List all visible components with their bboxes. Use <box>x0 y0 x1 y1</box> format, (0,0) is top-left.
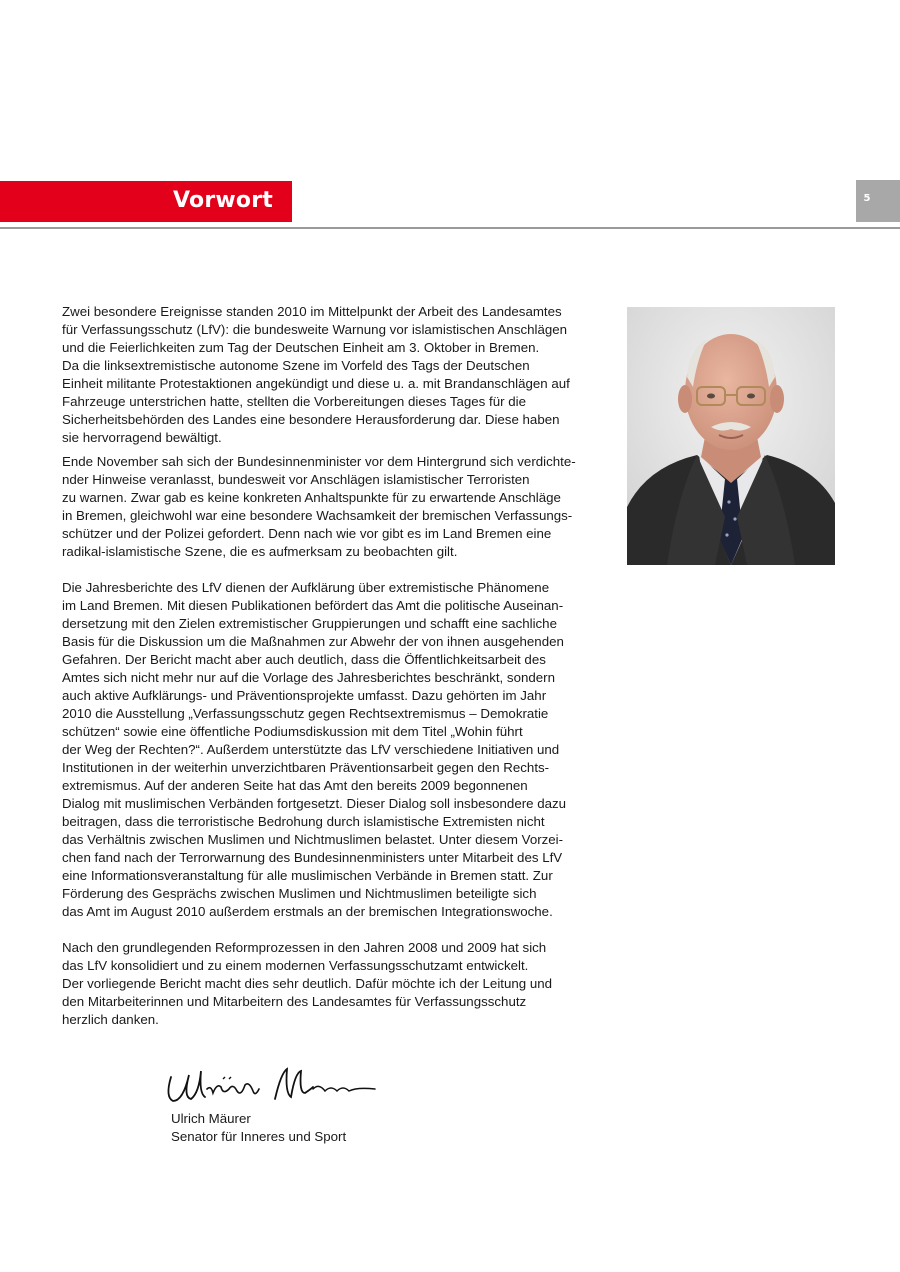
text-line: Nach den grundlegenden Reformprozessen in den Jahren 2008 und 2009 hat sich <box>62 940 547 955</box>
text-line: extremismus. Auf der anderen Seite hat das Amt den bereits 2009 begonnenen <box>62 778 528 793</box>
signatory-name: Ulrich Mäurer <box>171 1111 251 1126</box>
text-line: Institutionen in der weiterhin unverzichtbaren Präventionsarbeit gegen den Rechts- <box>62 760 550 775</box>
section-header-band <box>0 181 292 222</box>
text-line: dersetzung mit den Zielen extremistischer Gruppierungen und schafft eine sachliche <box>62 616 557 631</box>
text-line: Ende November sah sich der Bundesinnenminister vor dem Hintergrund sich verdichte- <box>62 454 576 469</box>
text-line: Die Jahresberichte des LfV dienen der Aufklärung über extremistische Phänomene <box>62 580 550 595</box>
text-line: Dialog mit muslimischen Verbänden fortgesetzt. Dieser Dialog soll insbesondere dazu <box>62 796 567 811</box>
text-line: Gefahren. Der Bericht macht aber auch deutlich, dass die Öffentlichkeitsarbeit des <box>62 652 546 667</box>
author-portrait <box>627 307 835 565</box>
signatory-role: Senator für Inneres und Sport <box>171 1129 347 1144</box>
text-line: Fahrzeuge unterstrichen hatte, stellten die Vorbereitungen dieses Tages für die <box>62 394 526 409</box>
text-line: schützen“ sowie eine öffentliche Podiumsdiskussion mit dem Titel „Wohin führt <box>62 724 523 739</box>
text-line: und die Feierlichkeiten zum Tag der Deutschen Einheit am 3. Oktober in Bremen. <box>62 340 540 355</box>
text-line: für Verfassungsschutz (LfV): die bundesweite Warnung vor islamistischen Anschlägen <box>62 322 568 337</box>
text-line: 2010 die Ausstellung „Verfassungsschutz gegen Rechtsextremismus – Demokratie <box>62 706 549 721</box>
text-line: beitragen, dass die terroristische Bedrohung durch islamistische Extremisten nicht <box>62 814 545 829</box>
text-line: im Land Bremen. Mit diesen Publikationen befördert das Amt die politische Auseinan- <box>62 598 564 613</box>
text-line: in Bremen, gleichwohl war eine besondere Wachsamkeit der bremischen Verfassungs- <box>62 508 573 523</box>
paragraph-4 <box>62 939 618 1029</box>
text-line: Da die linksextremistische autonome Szene im Vorfeld des Tags der Deutschen <box>62 358 530 373</box>
text-line: chen fand nach der Terrorwarnung des Bundesinnenministers unter Mitarbeit des LfV <box>62 850 563 865</box>
text-line: Einheit militante Protestaktionen angekündigt und diese u. a. mit Brandanschlägen auf <box>62 376 570 391</box>
text-line: das Verhältnis zwischen Muslimen und Nichtmuslimen belastet. Unter diesem Vorzei- <box>62 832 564 847</box>
text-line: Zwei besondere Ereignisse standen 2010 im Mittelpunkt der Arbeit des Landesamtes <box>62 304 562 319</box>
text-line: radikal-islamistische Szene, die es aufmerksam zu beobachten gilt. <box>62 544 458 559</box>
text-line: eine Informationsveranstaltung für alle muslimischen Verbände in Bremen statt. Zur <box>62 868 553 883</box>
page-title: Vorwort <box>173 188 273 213</box>
text-line: nder Hinweise veranlasst, bundesweit vor Anschlägen islamistischer Terroristen <box>62 472 530 487</box>
text-line: Förderung des Gesprächs zwischen Muslimen und Nichtmuslimen beteiligte sich <box>62 886 537 901</box>
paragraph-1 <box>62 303 618 447</box>
text-line: das Amt im August 2010 außerdem erstmals an der bremischen Integrationswoche. <box>62 904 553 919</box>
text-line: das LfV konsolidiert und zu einem modernen Verfassungsschutzamt entwickelt. <box>62 958 529 973</box>
paragraph-3 <box>62 579 618 921</box>
text-line: Der vorliegende Bericht macht dies sehr deutlich. Dafür möchte ich der Leitung und <box>62 976 553 991</box>
text-line: sie hervorragend bewältigt. <box>62 430 222 445</box>
text-line: schützer und der Polizei gefordert. Denn nach wie vor gibt es im Land Bremen eine <box>62 526 552 541</box>
text-line: Amtes sich nicht mehr nur auf die Vorlage des Jahresberichtes beschränkt, sondern <box>62 670 555 685</box>
text-line: Basis für die Diskussion um die Maßnahmen zur Abwehr der von ihnen ausgehenden <box>62 634 564 649</box>
header-divider <box>0 227 900 229</box>
text-line: auch aktive Aufklärungs- und Präventionsprojekte umfasst. Dazu gehörten im Jahr <box>62 688 547 703</box>
page-number: 5 <box>863 193 871 204</box>
foreword-text <box>62 303 618 1029</box>
text-line: der Weg der Rechten?“. Außerdem unterstützte das LfV verschiedene Initiativen und <box>62 742 560 757</box>
text-line: herzlich danken. <box>62 1012 159 1027</box>
paragraph-2 <box>62 453 618 561</box>
text-line: zu warnen. Zwar gab es keine konkreten Anhaltspunkte für zu erwartende Anschläge <box>62 490 561 505</box>
handwritten-signature <box>163 1063 383 1113</box>
page-number-box <box>856 180 900 222</box>
text-line: Sicherheitsbehörden des Landes eine besondere Herausforderung dar. Diese haben <box>62 412 560 427</box>
text-line: den Mitarbeiterinnen und Mitarbeitern des Landesamtes für Verfassungsschutz <box>62 994 527 1009</box>
